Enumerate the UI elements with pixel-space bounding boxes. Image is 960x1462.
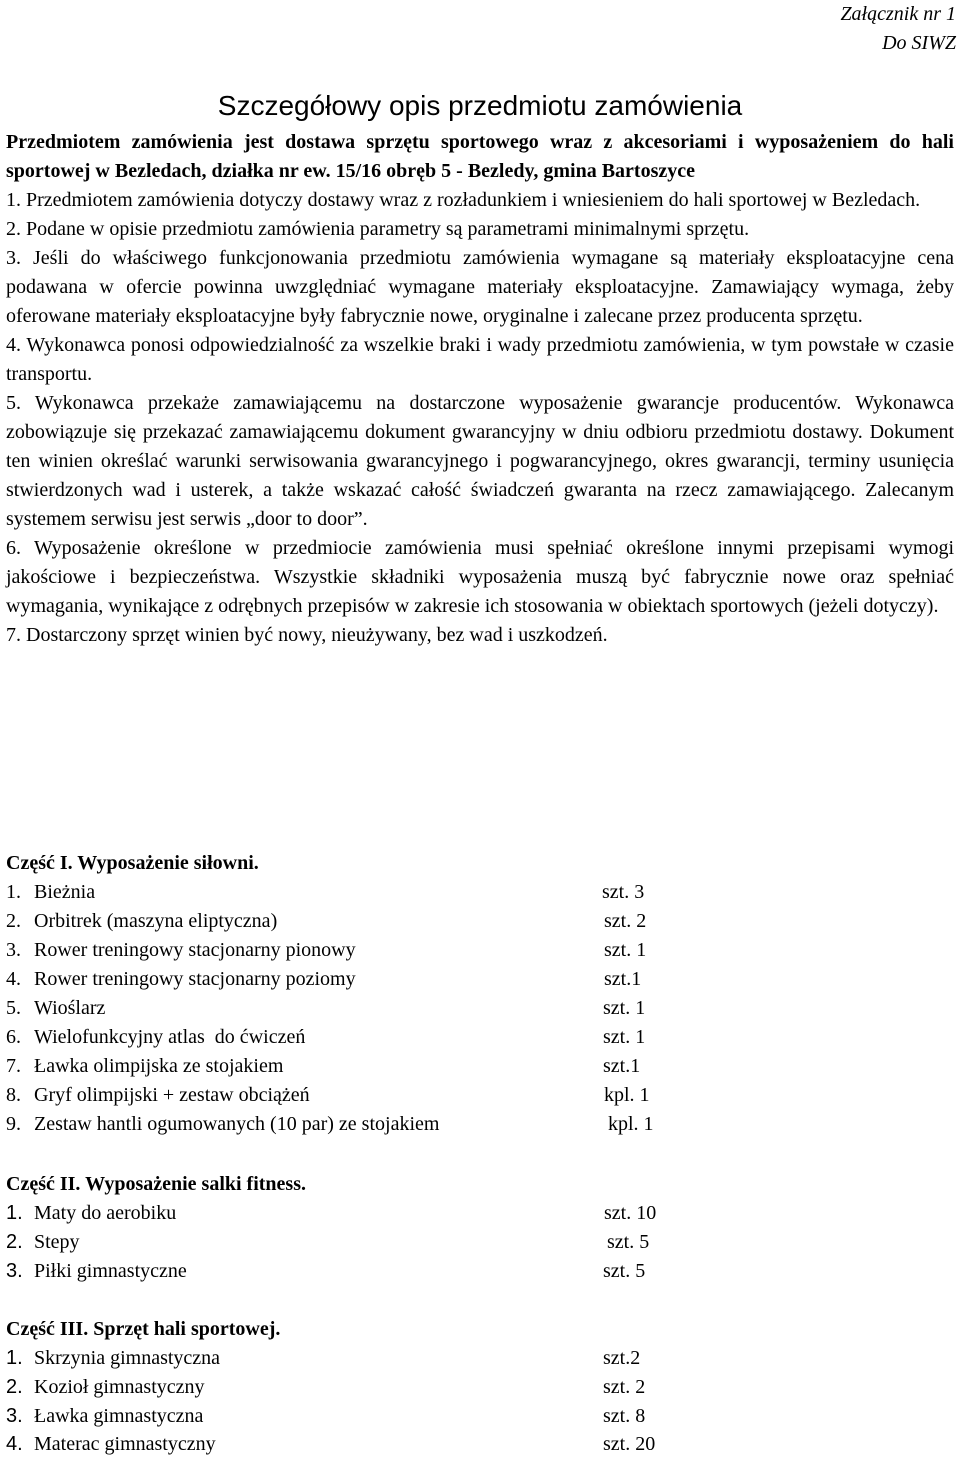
list-item (6, 1405, 706, 1434)
paragraph-2: 2. Podane w opisie przedmiotu zamówienia parametry są parametrami minimalnymi sprzętu. (6, 218, 750, 240)
list-item (6, 910, 706, 939)
list-item (6, 881, 706, 910)
item-number: 8. (6, 1084, 21, 1106)
item-name: Rower treningowy stacjonarny pionowy (34, 939, 356, 961)
item-number: 1. (6, 881, 21, 903)
item-name: Ławka gimnastyczna (34, 1405, 204, 1427)
item-name: Gryf olimpijski + zestaw obciążeń (34, 1084, 310, 1106)
list-item (6, 1433, 706, 1462)
item-quantity: szt. 20 (603, 1433, 656, 1455)
list-item (6, 1376, 706, 1405)
item-name: Kozioł gimnastyczny (34, 1376, 205, 1398)
part-3-heading: Część III. Sprzęt hali sportowej. (6, 1318, 281, 1340)
item-number: 3. (6, 1405, 23, 1427)
list-item (6, 1202, 706, 1231)
item-name: Stepy (34, 1231, 80, 1253)
paragraph-4: 4. Wykonawca ponosi odpowiedzialność za wszelkie braki i wady przedmiotu zamówienia, w tym powstałe w czasie transportu. (6, 334, 954, 385)
part-2-heading: Część II. Wyposażenie salki fitness. (6, 1173, 306, 1195)
item-name: Rower treningowy stacjonarny poziomy (34, 968, 356, 990)
item-number: 2. (6, 1376, 23, 1398)
part-1-heading: Część I. Wyposażenie siłowni. (6, 852, 259, 874)
item-quantity: szt. 2 (603, 1376, 646, 1398)
list-item (6, 968, 706, 997)
list-item (6, 1347, 706, 1376)
item-quantity: szt. 5 (603, 1260, 646, 1282)
item-name: Orbitrek (maszyna eliptyczna) (34, 910, 278, 932)
paragraph-6: 6. Wyposażenie określone w przedmiocie zamówienia musi spełniać określone innymi przepisami wymogi jakościowe i bezpieczeństwa. Wszystkie składniki wyposażenia muszą być fabrycznie nowe oraz spełniać wymagania, wynikające z odrębnych przepisów w zakresie ich stosowania w obiektach sportowych (jeżeli dotyczy). (6, 537, 954, 617)
item-name: Materac gimnastyczny (34, 1433, 216, 1455)
paragraph-7: 7. Dostarczony sprzęt winien być nowy, nieużywany, bez wad i uszkodzeń. (6, 624, 608, 646)
item-quantity: szt. 1 (603, 1026, 646, 1048)
item-name: Maty do aerobiku (34, 1202, 177, 1224)
item-quantity: kpl. 1 (608, 1113, 654, 1135)
item-name: Ławka olimpijska ze stojakiem (34, 1055, 284, 1077)
paragraph-5: 5. Wykonawca przekaże zamawiającemu na dostarczone wyposażenie gwarancje producentów. Wykonawca zobowiązuje się przekazać zamawiającemu dokument gwarancyjny w dniu odbioru przedmiotu dostawy. Dokument ten winien określać warunki serwisowania gwarancyjnego i pogwarancyjnego, okres gwarancji, terminy usunięcia stwierdzonych wad i usterek, a także wskazać całość świadczeń gwaranta na rzecz zamawiającego. Zalecanym systemem serwisu jest serwis „door to door”. (6, 392, 954, 530)
item-number: 4. (6, 968, 21, 990)
item-quantity: szt.1 (604, 968, 642, 990)
item-name: Zestaw hantli ogumowanych (10 par) ze stojakiem (34, 1113, 440, 1135)
list-item (6, 1055, 706, 1084)
annex-line-2: Do SIWZ (882, 32, 956, 54)
item-quantity: kpl. 1 (604, 1084, 650, 1106)
list-item (6, 997, 706, 1026)
item-quantity: szt. 8 (603, 1405, 646, 1427)
item-number: 7. (6, 1055, 21, 1077)
description-body (6, 128, 954, 650)
item-quantity: szt. 3 (602, 881, 645, 903)
list-item (6, 1260, 706, 1289)
item-name: Skrzynia gimnastyczna (34, 1347, 221, 1369)
item-number: 4. (6, 1433, 23, 1455)
annex-label (840, 0, 956, 58)
item-number: 1. (6, 1202, 23, 1224)
list-item (6, 1113, 706, 1142)
list-item (6, 1084, 706, 1113)
item-quantity: szt.2 (603, 1347, 641, 1369)
item-number: 2. (6, 910, 21, 932)
item-number: 1. (6, 1347, 23, 1369)
annex-line-1: Załącznik nr 1 (840, 3, 956, 25)
paragraph-3: 3. Jeśli do właściwego funkcjonowania przedmiotu zamówienia wymagane są materiały eksploatacyjne cena podawana w ofercie powinna uwzględniać wymagane materiały eksploatacyjne. Zamawiający wymaga, żeby oferowane materiały eksploatacyjne były fabrycznie nowe, oryginalne i zalecane przez producenta sprzętu. (6, 247, 954, 327)
item-name: Piłki gimnastyczne (34, 1260, 187, 1282)
item-name: Wioślarz (34, 997, 106, 1019)
paragraph-1: 1. Przedmiotem zamówienia dotyczy dostawy wraz z rozładunkiem i wniesieniem do hali sportowej w Bezledach. (6, 189, 921, 211)
item-number: 9. (6, 1113, 21, 1135)
item-quantity: szt. 5 (607, 1231, 650, 1253)
item-number: 2. (6, 1231, 23, 1253)
item-quantity: szt. 2 (604, 910, 647, 932)
item-quantity: szt. 1 (604, 939, 647, 961)
item-number: 5. (6, 997, 21, 1019)
list-item (6, 1231, 706, 1260)
item-number: 3. (6, 1260, 23, 1282)
item-quantity: szt. 10 (604, 1202, 657, 1224)
item-quantity: szt.1 (603, 1055, 641, 1077)
item-number: 6. (6, 1026, 21, 1048)
item-name: Bieżnia (34, 881, 96, 903)
list-item (6, 1026, 706, 1055)
item-name: Wielofunkcyjny atlas do ćwiczeń (34, 1026, 306, 1048)
item-quantity: szt. 1 (603, 997, 646, 1019)
document-title: Szczegółowy opis przedmiotu zamówienia (217, 90, 743, 121)
intro-paragraph: Przedmiotem zamówienia jest dostawa sprzętu sportowego wraz z akcesoriami i wyposażeniem do hali sportowej w Bezledach, działka nr ew. 15/16 obręb 5 - Bezledy, gmina Bartoszyce (6, 131, 954, 182)
list-item (6, 939, 706, 968)
item-number: 3. (6, 939, 21, 961)
